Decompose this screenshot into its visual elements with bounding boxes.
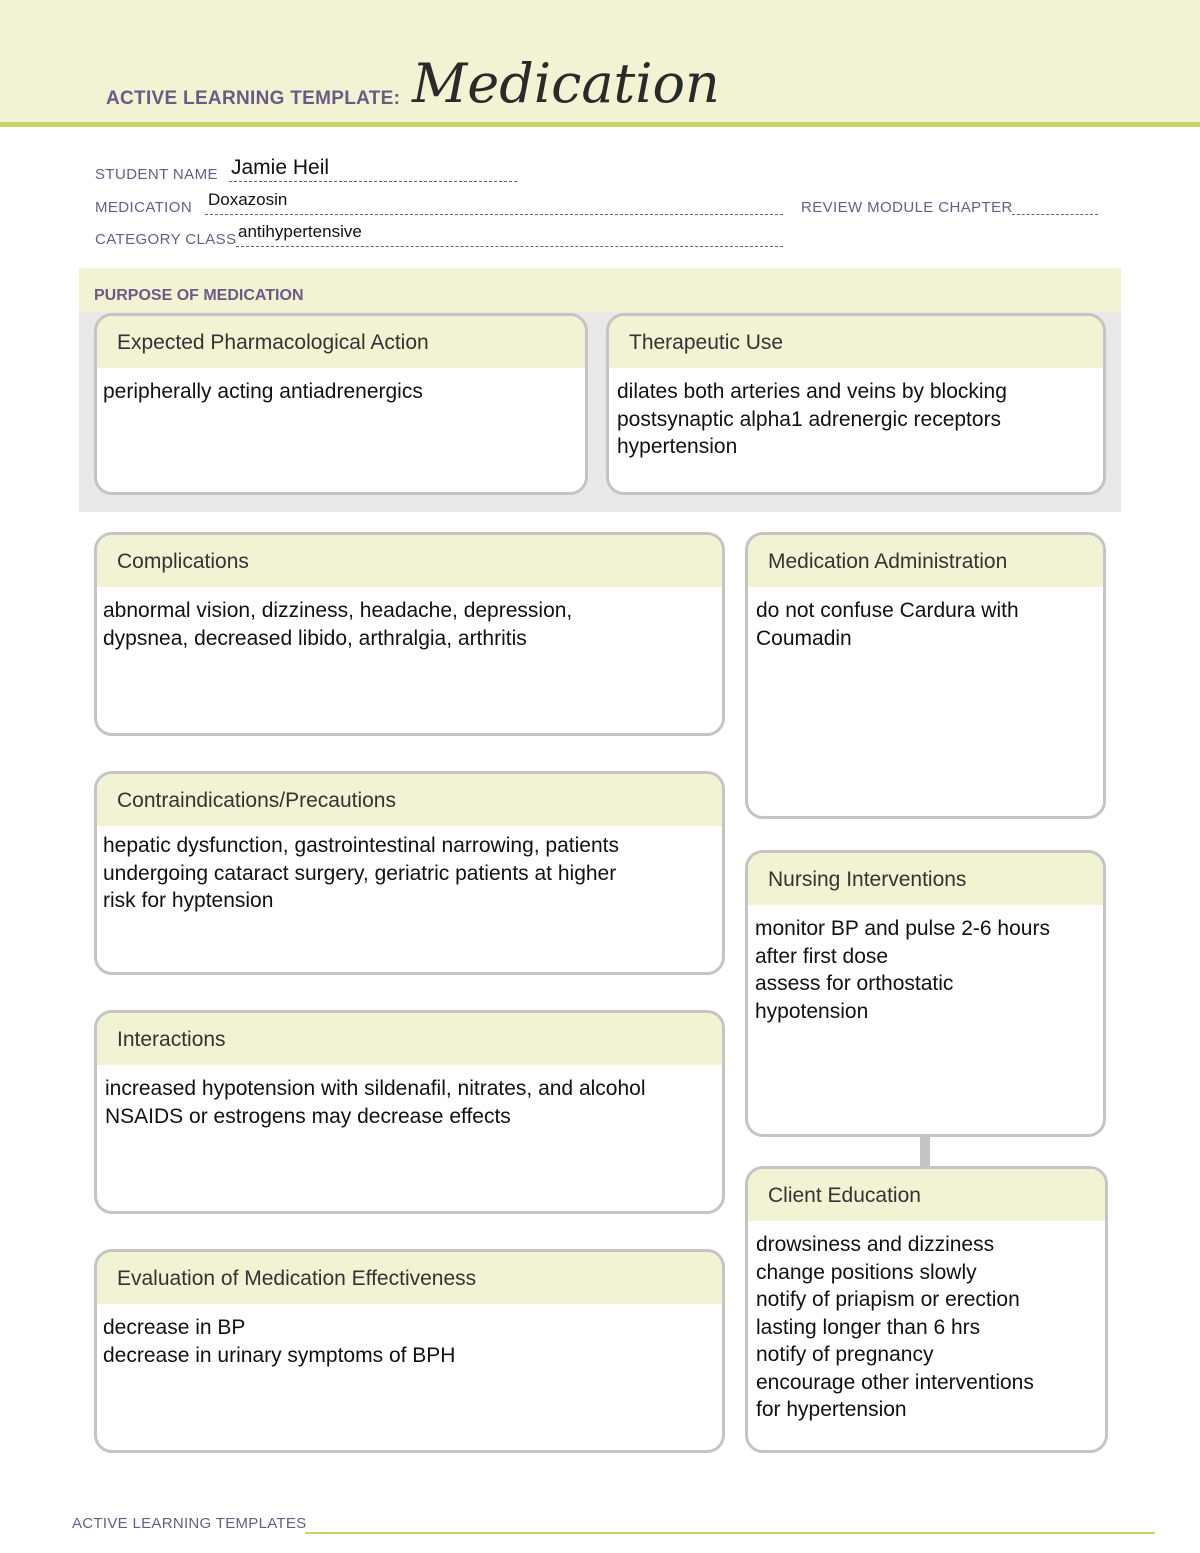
text-line: postsynaptic alpha1 adrenergic receptors	[617, 407, 1002, 431]
category-class-label: CATEGORY CLASS	[95, 231, 237, 248]
text-line: notify of pregnancy	[756, 1343, 934, 1366]
administration-title: Medication Administration	[748, 535, 1103, 587]
evaluation-title: Evaluation of Medication Effectiveness	[97, 1252, 722, 1304]
administration-card	[745, 532, 1106, 819]
nursing-interventions-text[interactable]	[748, 905, 1103, 1025]
text-line: encourage other interventions	[756, 1370, 1034, 1394]
complications-title: Complications	[97, 535, 722, 587]
text-line: lasting longer than 6 hrs	[756, 1315, 981, 1339]
text-line: dilates both arteries and veins by blocking	[617, 380, 1007, 403]
student-name-underline	[229, 181, 517, 182]
interactions-card	[94, 1010, 725, 1214]
student-name-label: STUDENT NAME	[95, 166, 218, 183]
text-line: increased hypotension with sildenafil, nitrates, and alcohol	[105, 1077, 646, 1100]
footer-divider	[305, 1532, 1155, 1534]
expected-action-text[interactable]	[97, 368, 585, 406]
client-education-card	[745, 1166, 1108, 1453]
text-line: monitor BP and pulse 2-6 hours	[755, 917, 1050, 940]
student-name-value[interactable]: Jamie Heil	[231, 156, 330, 179]
nursing-interventions-card	[745, 850, 1106, 1137]
text-line: notify of priapism or erection	[756, 1288, 1020, 1311]
contraindications-title: Contraindications/Precautions	[97, 774, 722, 826]
client-education-text[interactable]	[748, 1221, 1105, 1424]
text-line: for hypertension	[756, 1398, 907, 1421]
text-line: hypotension	[755, 999, 869, 1023]
therapeutic-use-title: Therapeutic Use	[609, 316, 1103, 368]
category-class-underline	[236, 246, 783, 247]
template-label: ACTIVE LEARNING TEMPLATE:	[106, 88, 401, 109]
text-line: do not confuse Cardura with	[756, 599, 1019, 622]
interactions-text[interactable]	[97, 1065, 722, 1130]
text-line: risk for hyptension	[103, 889, 274, 912]
text-line: change positions slowly	[756, 1260, 977, 1284]
text-line: peripherally acting antiadrenergics	[103, 380, 423, 403]
evaluation-card	[94, 1249, 725, 1453]
text-line: decrease in urinary symptoms of BPH	[103, 1343, 456, 1367]
contraindications-card	[94, 771, 725, 975]
text-line: Coumadin	[756, 626, 852, 650]
text-line: NSAIDS or estrogens may decrease effects	[105, 1104, 511, 1128]
evaluation-text[interactable]	[97, 1304, 722, 1369]
page-title: Medication	[412, 52, 720, 115]
therapeutic-use-card	[606, 313, 1106, 495]
administration-text[interactable]	[748, 587, 1103, 652]
client-education-title: Client Education	[748, 1169, 1105, 1221]
complications-card	[94, 532, 725, 736]
therapeutic-use-text[interactable]	[609, 368, 1103, 461]
text-line: assess for orthostatic	[755, 972, 954, 995]
text-line: dypsnea, decreased libido, arthralgia, arthritis	[103, 626, 527, 650]
complications-text[interactable]	[97, 587, 722, 652]
medication-label: MEDICATION	[95, 199, 193, 216]
text-line: drowsiness and dizziness	[756, 1233, 995, 1256]
expected-action-title: Expected Pharmacological Action	[97, 316, 585, 368]
review-module-underline	[1012, 214, 1098, 215]
text-line: hepatic dysfunction, gastrointestinal narrowing, patients	[103, 834, 619, 857]
text-line: decrease in BP	[103, 1316, 246, 1339]
review-module-label: REVIEW MODULE CHAPTER	[801, 199, 1013, 216]
header-divider	[0, 122, 1200, 127]
medication-underline	[205, 214, 783, 215]
expected-action-card	[94, 313, 588, 495]
card-connector	[920, 1136, 930, 1166]
footer-label: ACTIVE LEARNING TEMPLATES	[72, 1515, 307, 1532]
text-line: undergoing cataract surgery, geriatric patients at higher	[103, 861, 617, 885]
text-line: hypertension	[617, 435, 738, 458]
purpose-title: PURPOSE OF MEDICATION	[94, 287, 304, 304]
interactions-title: Interactions	[97, 1013, 722, 1065]
nursing-interventions-title: Nursing Interventions	[748, 853, 1103, 905]
category-class-value[interactable]: antihypertensive	[238, 222, 362, 241]
text-line: after first dose	[755, 944, 889, 968]
contraindications-text[interactable]	[97, 826, 722, 915]
medication-value[interactable]: Doxazosin	[208, 190, 288, 209]
text-line: abnormal vision, dizziness, headache, depression,	[103, 599, 573, 622]
